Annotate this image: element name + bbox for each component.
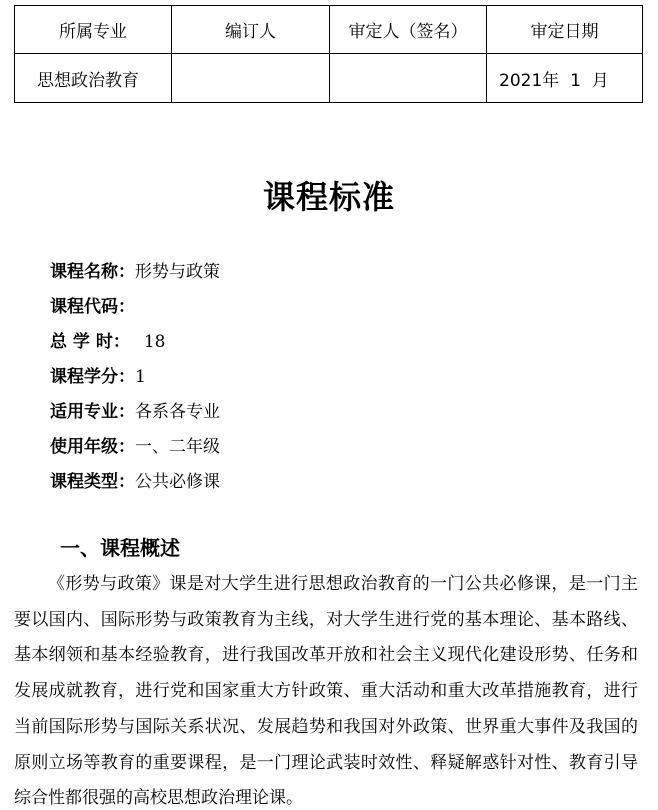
header-major: 所属专业: [15, 6, 172, 54]
course-type-label: 课程类型：: [50, 472, 135, 492]
course-name-row: [50, 255, 220, 290]
course-code-label: 课程代码：: [50, 297, 135, 317]
course-info-list: [50, 255, 220, 500]
grade-label: 使用年级：: [50, 437, 135, 457]
course-type-row: [50, 465, 220, 500]
total-hours-label: 总 学 时：: [50, 332, 130, 352]
credits-value: 1: [135, 367, 146, 387]
applicable-majors-label: 适用专业：: [50, 402, 135, 422]
table-header-row: [15, 6, 643, 54]
course-name-value: 形势与政策: [135, 262, 220, 282]
section-heading-overview: 一、课程概述: [60, 536, 180, 560]
grade-value: 一、二年级: [135, 437, 220, 457]
course-code-row: [50, 290, 220, 325]
page-title: 课程标准: [262, 178, 395, 216]
total-hours-value: 18: [143, 332, 166, 352]
header-editor: 编订人: [172, 6, 330, 54]
applicable-majors-value: 各系各专业: [135, 402, 220, 422]
overview-paragraph: 《形势与政策》课是对大学生进行思想政治教育的一门公共必修课，是一门主要以国内、国际形势与政策教育为主线，对大学生进行党的基本理论、基本路线、基本纲领和基本经验教育，进行我国改革开放和社会主义现代化建设形势、任务和发展成就教育，进行党和国家重大方针政策、重大活动和重大改革措施教育，进行当前国际形势与国际关系状况、发展趋势和我国对外政策、世界重大事件及我国的原则立场等教育的重要课程，是一门理论武装时效性、释疑解惑针对性、教育引导综合性都很强的高校思想政治理论课。: [14, 574, 638, 809]
grade-row: [50, 430, 220, 465]
header-reviewer: 审定人（签名）: [330, 6, 487, 54]
approval-table: [14, 5, 643, 103]
applicable-majors-row: [50, 395, 220, 430]
table-value-row: [15, 54, 643, 103]
course-type-value: 公共必修课: [135, 472, 220, 492]
reviewer-value: [330, 54, 487, 103]
credits-label: 课程学分：: [50, 367, 135, 387]
review-date-value: 2021年 1 月: [487, 54, 643, 103]
course-name-label: 课程名称：: [50, 262, 135, 282]
credits-row: [50, 360, 220, 395]
editor-value: [172, 54, 330, 103]
header-review-date: 审定日期: [487, 6, 643, 54]
major-value: 思想政治教育: [15, 54, 172, 103]
total-hours-row: [50, 325, 220, 360]
